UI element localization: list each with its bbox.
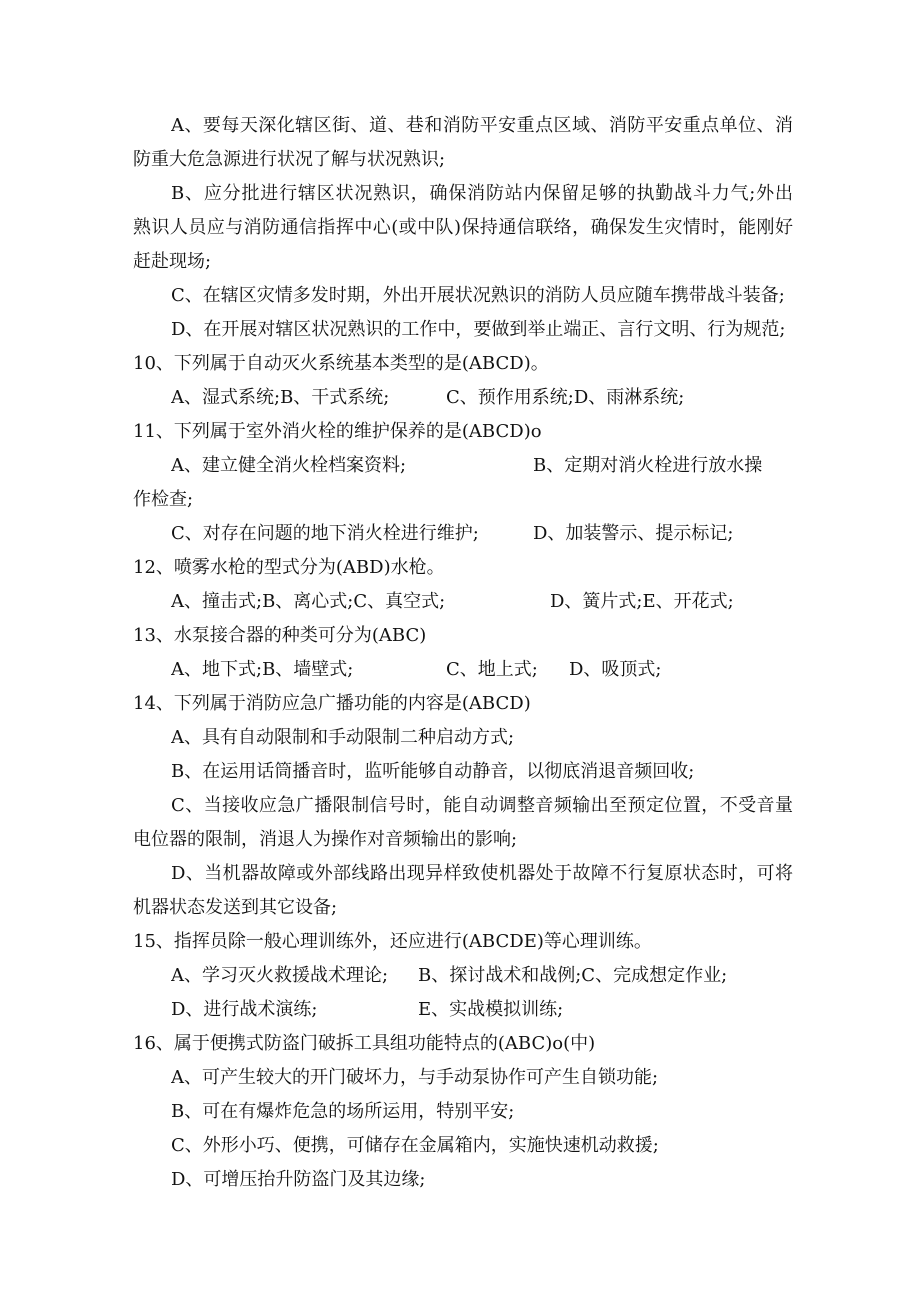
text-line: 作检查; xyxy=(133,489,194,510)
question-12-options xyxy=(171,585,793,619)
question-12: 12、喷雾水枪的型式分为(ABD)水枪。 xyxy=(133,557,445,578)
question-11-options xyxy=(171,517,793,551)
text-line: 机器状态发送到其它设备; xyxy=(133,897,338,918)
question-11-options xyxy=(171,449,793,483)
option-text: E、实战模拟训练; xyxy=(418,999,564,1020)
question-15: 15、指挥员除一般心理训练外，还应进行(ABCDE)等心理训练。 xyxy=(133,931,652,952)
option-text: D、当机器故障或外部线路出现异样致使机器处于故障不行复原状态时，可将 xyxy=(171,863,793,884)
question-13-options xyxy=(171,653,793,687)
question-15-options xyxy=(171,959,793,993)
option-text: D、簧片式;E、开花式; xyxy=(550,591,734,612)
option-text: D、吸顶式; xyxy=(569,659,662,680)
question-10: 10、下列属于自动灭火系统基本类型的是(ABCD)。 xyxy=(133,353,549,374)
option-text: A、建立健全消火栓档案资料; xyxy=(171,455,407,476)
question-13: 13、水泵接合器的种类可分为(ABC) xyxy=(133,625,427,646)
option-text: C、当接收应急广播限制信号时，能自动调整音频输出至预定位置，不受音量 xyxy=(171,795,793,816)
option-text: B、在运用话筒播音时，监听能够自动静音，以彻底消退音频回收; xyxy=(171,761,695,782)
text-line: D、在开展对辖区状况熟识的工作中，要做到举止端正、言行文明、行为规范; xyxy=(171,319,786,340)
option-text: B、定期对消火栓进行放水操 xyxy=(533,455,763,476)
question-14: 14、下列属于消防应急广播功能的内容是(ABCD) xyxy=(133,693,531,714)
question-10-options xyxy=(171,381,793,415)
text-line: 电位器的限制，消退人为操作对音频输出的影响; xyxy=(133,829,518,850)
option-text: A、学习灭火救援战术理论; xyxy=(171,965,389,986)
text-line: 熟识人员应与消防通信指挥中心(或中队)保持通信联络，确保发生灾情时，能刚好 xyxy=(133,217,793,238)
option-text: A、具有自动限制和手动限制二种启动方式; xyxy=(171,727,515,748)
option-text: A、撞击式;B、离心式;C、真空式; xyxy=(171,591,446,612)
option-text: A、可产生较大的开门破坏力，与手动泵协作可产生自锁功能; xyxy=(171,1067,659,1088)
text-line: C、在辖区灾情多发时期，外出开展状况熟识的消防人员应随车携带战斗装备; xyxy=(171,285,785,306)
option-text: D、加装警示、提示标记; xyxy=(533,523,734,544)
option-text: C、预作用系统;D、雨淋系统; xyxy=(446,387,685,408)
question-15-options xyxy=(171,993,793,1027)
text-line: A、要每天深化辖区街、道、巷和消防平安重点区域、消防平安重点单位、消 xyxy=(171,115,793,136)
option-text: A、地下式;B、墙壁式; xyxy=(171,659,354,680)
option-text: B、可在有爆炸危急的场所运用，特别平安; xyxy=(171,1101,515,1122)
question-11: 11、下列属于室外消火栓的维护保养的是(ABCD)o xyxy=(133,421,542,442)
text-line: 赶赴现场; xyxy=(133,251,212,272)
question-16: 16、属于便携式防盗门破拆工具组功能特点的(ABC)o(中) xyxy=(133,1033,596,1054)
option-text: A、湿式系统;B、干式系统; xyxy=(171,387,390,408)
text-line: 防重大危急源进行状况了解与状况熟识; xyxy=(133,149,446,170)
option-text: D、可增压抬升防盗门及其边缘; xyxy=(171,1169,426,1190)
option-text: B、探讨战术和战例;C、完成想定作业; xyxy=(418,965,728,986)
option-text: C、外形小巧、便携，可储存在金属箱内，实施快速机动救援; xyxy=(171,1135,659,1156)
option-text: C、地上式; xyxy=(446,659,538,680)
option-text: C、对存在问题的地下消火栓进行维护; xyxy=(171,523,479,544)
option-text: D、进行战术演练; xyxy=(171,999,318,1020)
text-line: B、应分批进行辖区状况熟识，确保消防站内保留足够的执勤战斗力气;外出 xyxy=(171,183,793,204)
